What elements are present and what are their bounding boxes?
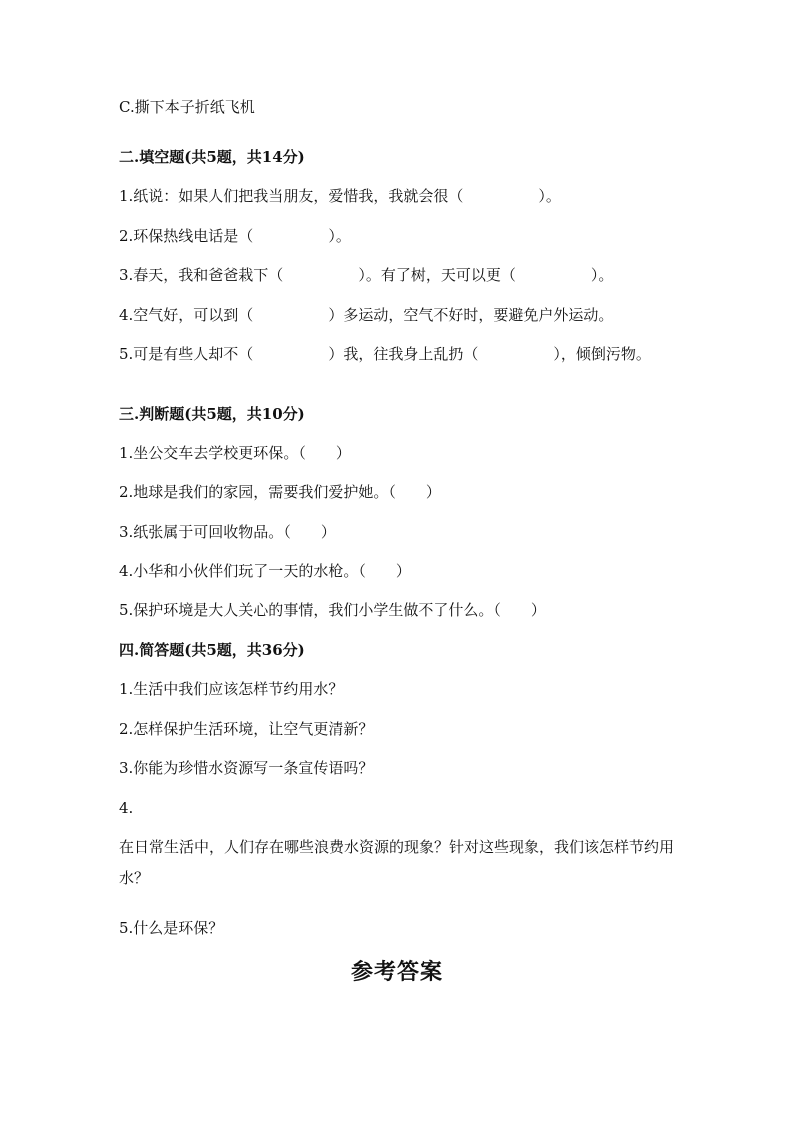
answer-key-title: 参考答案 bbox=[350, 959, 443, 985]
short-question-3: 3.你能为珍惜水资源写一条宣传语吗？ bbox=[119, 759, 374, 777]
judge-question-2: 2.地球是我们的家园，需要我们爱护她。（ ） bbox=[119, 483, 441, 501]
fill-question-4: 4.空气好，可以到（ ）多运动，空气不好时，要避免户外运动。 bbox=[119, 306, 614, 324]
judge-question-4: 4.小华和小伙伴们玩了一天的水枪。（ ） bbox=[119, 562, 411, 580]
judge-question-5: 5.保护环境是大人关心的事情，我们小学生做不了什么。（ ） bbox=[119, 601, 546, 619]
short-section-heading: 四.简答题(共5题，共36分) bbox=[119, 641, 305, 659]
fill-section-heading: 二.填空题(共5题，共14分) bbox=[119, 148, 305, 166]
fill-question-5: 5.可是有些人却不（ ）我，往我身上乱扔（ ），倾倒污物。 bbox=[119, 345, 651, 363]
judge-section-heading: 三.判断题(共5题，共10分) bbox=[119, 405, 305, 423]
short-question-1: 1.生活中我们应该怎样节约用水？ bbox=[119, 680, 344, 698]
short-question-5: 5.什么是环保？ bbox=[119, 919, 224, 937]
short-question-2: 2.怎样保护生活环境，让空气更清新？ bbox=[119, 720, 374, 738]
fill-question-2: 2.环保热线电话是（ ）。 bbox=[119, 227, 351, 245]
fill-question-1: 1.纸说：如果人们把我当朋友，爱惜我，我就会很（ ）。 bbox=[119, 187, 561, 205]
choice-option-c: C.撕下本子折纸飞机 bbox=[119, 98, 255, 116]
judge-question-3: 3.纸张属于可回收物品。（ ） bbox=[119, 523, 336, 541]
short-question-4-number: 4. bbox=[119, 799, 134, 817]
judge-question-1: 1.坐公交车去学校更环保。（ ） bbox=[119, 444, 351, 462]
short-question-4-text: 在日常生活中，人们存在哪些浪费水资源的现象？针对这些现象，我们该怎样节约用水？ bbox=[119, 838, 675, 887]
fill-question-3: 3.春天，我和爸爸栽下（ ）。有了树，天可以更（ ）。 bbox=[119, 266, 614, 284]
